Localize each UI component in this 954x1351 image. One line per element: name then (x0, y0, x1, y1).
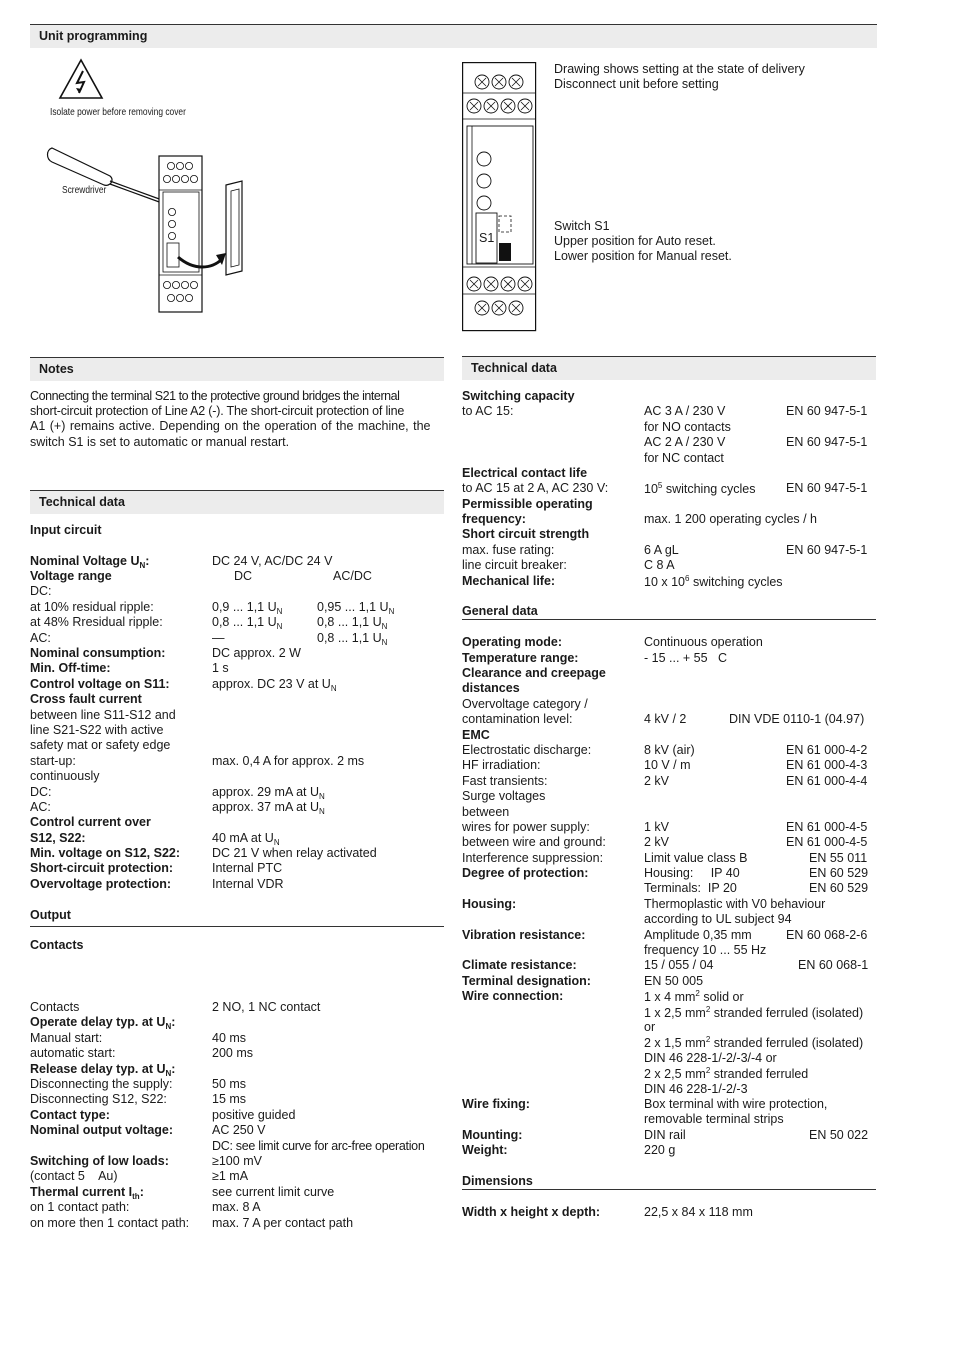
subscript-n: N (330, 684, 337, 693)
dc-current-value (212, 785, 325, 801)
esd-value: 8 kV (air) (644, 743, 695, 757)
to-ac15-label: to AC 15: (462, 404, 514, 418)
unit-programming-header (30, 24, 877, 48)
mounting-standard: EN 50 022 (809, 1128, 869, 1142)
surge-label-1: Surge voltages (462, 789, 546, 803)
wc4-text: 2 x 1,5 mm (644, 1036, 706, 1050)
wire-connection-line-6 (644, 1066, 808, 1081)
terminals-ip-standard: EN 60 529 (809, 881, 869, 895)
mechanical-life-label: Mechanical life: (462, 574, 556, 588)
control-voltage-value (212, 677, 337, 693)
mechanical-life-base: 10 x 10 (644, 575, 686, 589)
low-loads-value: ≥100 mV (212, 1154, 262, 1168)
release-delay-label (30, 1062, 175, 1078)
wc1-text: 1 x 4 mm (644, 990, 696, 1004)
device-switch-s1-drawing (462, 62, 538, 334)
voltage-range-label: Voltage range (30, 569, 112, 583)
housing-ip-value: Housing: IP 40 (644, 866, 740, 880)
disconnecting-supply-value: 50 ms (212, 1077, 247, 1091)
delivery-note-line1: Drawing shows setting at the state of delivery (554, 62, 805, 76)
vibration-value-2: frequency 10 ... 55 Hz (644, 943, 767, 957)
climate-value: 15 / 055 / 04 (644, 958, 714, 972)
colon: : (139, 1185, 144, 1199)
dc-current-label: DC: (30, 785, 52, 799)
ripple48-label: at 48% Rresidual ripple: (30, 615, 163, 629)
col-dc-header: DC (234, 569, 253, 583)
mounting-label: Mounting: (462, 1128, 523, 1142)
ac-acdc-text: 0,8 ... 1,1 U (317, 631, 382, 645)
wc2-text: 1 x 2,5 mm (644, 1006, 706, 1020)
notes-line-3: A1 (+) remains active. Depending on the operation of the machine, the (30, 419, 431, 433)
colon: : (171, 1062, 176, 1076)
wc6-text: 2 x 2,5 mm (644, 1067, 706, 1081)
wire-connection-line-5: DIN 46 228-1/-2/-3/-4 or (644, 1051, 777, 1065)
permissible-frequency-label-1: Permissible operating (462, 497, 593, 511)
contact-type-value: positive guided (212, 1108, 296, 1122)
wire-fixing-label: Wire fixing: (462, 1097, 530, 1111)
control-current-label: Control current over (30, 815, 151, 829)
contacts-title: Contacts (30, 938, 84, 952)
superscript: 2 (695, 989, 700, 998)
degree-protection-label: Degree of protection: (462, 866, 589, 880)
ripple48-dc-text: 0,8 ... 1,1 U (212, 615, 277, 629)
short-circuit-label: Short-circuit protection: (30, 861, 174, 875)
manual-start-label: Manual start: (30, 1031, 103, 1045)
operate-delay-text: Operate delay typ. at U (30, 1015, 166, 1029)
superscript: 2 (705, 1035, 711, 1044)
output-divider (30, 926, 444, 927)
cross-fault-line-2: line S21-S22 with active (30, 723, 164, 737)
s12-s22-text: 40 mA at U (212, 831, 274, 845)
startup-label: start-up: (30, 754, 76, 768)
left-technical-data-title: Technical data (39, 495, 125, 509)
s12-s22-label: S12, S22: (30, 831, 86, 845)
continuously-label: continuously (30, 769, 100, 783)
automatic-start-value: 200 ms (212, 1046, 253, 1060)
wire-ground-value: 2 kV (644, 835, 670, 849)
wire-fixing-value-2: removable terminal strips (644, 1112, 784, 1126)
wire-connection-line-4 (644, 1035, 863, 1050)
subscript-n: N (165, 1022, 172, 1031)
overvoltage-category-standard: DIN VDE 0110-1 (04.97) (729, 712, 865, 726)
terminal-designation-label: Terminal designation: (462, 974, 591, 988)
subscript-n: N (381, 638, 388, 647)
subscript-n: N (276, 622, 283, 631)
ac2-standard: EN 60 947-5-1 (786, 435, 868, 449)
nominal-voltage-value: DC 24 V, AC/DC 24 V (212, 554, 333, 568)
dc-label: DC: (30, 584, 52, 598)
screwdriver-device-drawing (44, 145, 254, 317)
left-technical-data-header (30, 490, 444, 514)
clearance-label-2: distances (462, 681, 520, 695)
subscript-n: N (319, 792, 325, 801)
wc6-rest: stranded ferruled (710, 1067, 809, 1081)
min-off-time-value: 1 s (212, 661, 229, 675)
upper-position-note: Upper position for Auto reset. (554, 234, 716, 248)
dimensions-divider (462, 1189, 876, 1190)
wire-ground-standard: EN 61 000-4-5 (786, 835, 868, 849)
max-fuse-standard: EN 60 947-5-1 (786, 543, 868, 557)
ac-label: AC: (30, 631, 51, 645)
wire-connection-line-1 (644, 989, 744, 1004)
wire-ground-label: between wire and ground: (462, 835, 606, 849)
min-off-time-label: Min. Off-time: (30, 661, 111, 675)
operate-delay-label (30, 1015, 175, 1031)
cross-fault-line-3: safety mat or safety edge (30, 738, 171, 752)
temperature-range-label: Temperature range: (462, 651, 579, 665)
wire-connection-label: Wire connection: (462, 989, 564, 1003)
startup-value: max. 0,4 A for approx. 2 ms (212, 754, 365, 768)
clearance-label-1: Clearance and creepage (462, 666, 606, 680)
ripple48-acdc-text: 0,8 ... 1,1 U (317, 615, 382, 629)
operating-mode-value: Continuous operation (644, 635, 763, 649)
ac3-standard: EN 60 947-5-1 (786, 404, 868, 418)
vibration-value-1: Amplitude 0,35 mm (644, 928, 752, 942)
notes-line-2: short-circuit protection of Line A2 (-). The short-circuit protection of line (30, 404, 405, 418)
electrical-life-base: 10 (644, 482, 658, 496)
colon: : (171, 1015, 176, 1029)
terminals-ip-value: Terminals: IP 20 (644, 881, 737, 895)
nominal-consumption-label: Nominal consumption: (30, 646, 166, 660)
temperature-range-value: - 15 ... + 55 C (644, 651, 728, 665)
lower-position-note: Lower position for Manual reset. (554, 249, 732, 263)
operating-mode-label: Operating mode: (462, 635, 563, 649)
delivery-note-line2: Disconnect unit before setting (554, 77, 719, 91)
ripple48-dc (212, 615, 282, 631)
fast-transients-standard: EN 61 000-4-4 (786, 774, 868, 788)
general-data-title: General data (462, 604, 538, 618)
control-voltage-label: Control voltage on S11: (30, 677, 170, 691)
one-contact-value: max. 8 A (212, 1200, 261, 1214)
ac-dc-value: — (212, 631, 225, 645)
notes-title: Notes (39, 362, 74, 376)
wc2-rest: stranded ferruled (isolated) (710, 1006, 864, 1020)
screwdriver-caption: Screwdriver (62, 184, 107, 196)
emc-label: EMC (462, 728, 490, 742)
unit-programming-title: Unit programming (39, 29, 148, 43)
disconnecting-supply-label: Disconnecting the supply: (30, 1077, 173, 1091)
wires-supply-value: 1 kV (644, 820, 670, 834)
nominal-voltage-label (30, 554, 149, 570)
electrical-life-value (644, 481, 755, 496)
overvoltage-category-label-2: contamination level: (462, 712, 573, 726)
max-fuse-value: 6 A gL (644, 543, 679, 557)
permissible-frequency-label-2: frequency: (462, 512, 526, 526)
colon: : (145, 554, 150, 568)
contacts-label: Contacts (30, 1000, 80, 1014)
fast-transients-value: 2 kV (644, 774, 670, 788)
isolate-power-caption: Isolate power before removing cover (50, 106, 186, 118)
short-circuit-strength-label: Short circuit strength (462, 527, 590, 541)
wire-fixing-value-1: Box terminal with wire protection, (644, 1097, 828, 1111)
subscript-n: N (165, 1069, 172, 1078)
subscript-n: N (273, 838, 280, 847)
general-data-divider (462, 619, 876, 620)
notes-line-1: Connecting the terminal S21 to the protective ground bridges the internal (30, 389, 400, 403)
nominal-voltage-text: Nominal Voltage U (30, 554, 140, 568)
ripple10-label: at 10% residual ripple: (30, 600, 154, 614)
esd-label: Electrostatic discharge: (462, 743, 592, 757)
electrical-life-condition: to AC 15 at 2 A, AC 230 V: (462, 481, 609, 495)
min-voltage-value: DC 21 V when relay activated (212, 846, 377, 860)
subscript-n: N (319, 807, 325, 816)
hf-standard: EN 61 000-4-3 (786, 758, 868, 772)
max-fuse-label: max. fuse rating: (462, 543, 555, 557)
output-title: Output (30, 908, 71, 922)
cross-fault-label: Cross fault current (30, 692, 142, 706)
nominal-consumption-value: DC approx. 2 W (212, 646, 301, 660)
right-technical-data-title: Technical data (471, 361, 557, 375)
terminal-designation-value: EN 50 005 (644, 974, 704, 988)
release-delay-text: Release delay typ. at U (30, 1062, 166, 1076)
for-no-contacts: for NO contacts (644, 420, 731, 434)
ac-acdc-value (317, 631, 387, 647)
notes-header (30, 357, 444, 381)
housing-label: Housing: (462, 897, 517, 911)
wires-supply-label: wires for power supply: (462, 820, 590, 834)
weight-value: 220 g (644, 1143, 676, 1157)
mechanical-life-value (644, 574, 783, 589)
nominal-output-value: AC 250 V (212, 1123, 266, 1137)
superscript: 2 (705, 1005, 711, 1014)
mechanical-life-rest: switching cycles (689, 575, 783, 589)
subscript-th: th (132, 1192, 140, 1201)
housing-value-1: Thermoplastic with V0 behaviour (644, 897, 826, 911)
ripple48-acdc (317, 615, 387, 631)
subscript-n: N (381, 622, 388, 631)
wire-connection-line-3: or (644, 1020, 656, 1034)
wire-connection-line-7: DIN 46 228-1/-2/-3 (644, 1082, 748, 1096)
overvoltage-label: Overvoltage protection: (30, 877, 171, 891)
housing-value-2: according to UL subject 94 (644, 912, 792, 926)
ripple10-acdc (317, 600, 394, 616)
wc4-rest: stranded ferruled (isolated) (710, 1036, 864, 1050)
disconnecting-s12-value: 15 ms (212, 1092, 247, 1106)
ac3-value: AC 3 A / 230 V (644, 404, 726, 418)
nominal-output-label: Nominal output voltage: (30, 1123, 174, 1137)
vibration-label: Vibration resistance: (462, 928, 586, 942)
control-voltage-text: approx. DC 23 V at U (212, 677, 331, 691)
ripple10-dc (212, 600, 282, 616)
more-contact-label: on more then 1 contact path: (30, 1216, 190, 1230)
disconnecting-s12-label: Disconnecting S12, S22: (30, 1092, 167, 1106)
input-circuit-title: Input circuit (30, 523, 102, 537)
line-breaker-value: C 8 A (644, 558, 675, 572)
s12-s22-value (212, 831, 280, 847)
contact-type-label: Contact type: (30, 1108, 110, 1122)
min-voltage-label: Min. voltage on S12, S22: (30, 846, 181, 860)
weight-label: Weight: (462, 1143, 508, 1157)
fast-transients-label: Fast transients: (462, 774, 548, 788)
right-technical-data-header (462, 356, 876, 380)
esd-standard: EN 61 000-4-2 (786, 743, 868, 757)
superscript: 6 (685, 574, 690, 583)
whd-value: 22,5 x 84 x 118 mm (644, 1205, 753, 1219)
s1-switch-label: S1 (479, 231, 495, 245)
switching-capacity-label: Switching capacity (462, 389, 575, 403)
housing-ip-standard: EN 60 529 (809, 866, 869, 880)
overvoltage-value: Internal VDR (212, 877, 284, 891)
low-loads-label: Switching of low loads: (30, 1154, 169, 1168)
thermal-current-text: Thermal current I (30, 1185, 133, 1199)
electrical-life-rest: switching cycles (662, 482, 756, 496)
line-breaker-label: line circuit breaker: (462, 558, 567, 572)
electrical-life-label: Electrical contact life (462, 466, 588, 480)
dc-current-text: approx. 29 mA at U (212, 785, 320, 799)
contact5-label: (contact 5 Au) (30, 1169, 118, 1183)
interference-value: Limit value class B (644, 851, 748, 865)
short-circuit-value: Internal PTC (212, 861, 283, 875)
subscript-n: N (276, 607, 283, 616)
subscript-n: N (139, 561, 146, 570)
col-acdc-header: AC/DC (333, 569, 372, 583)
switch-s1-title: Switch S1 (554, 219, 610, 233)
ripple10-dc-text: 0,9 ... 1,1 U (212, 600, 277, 614)
wires-supply-standard: EN 61 000-4-5 (786, 820, 868, 834)
ac2-value: AC 2 A / 230 V (644, 435, 726, 449)
climate-standard: EN 60 068-1 (798, 958, 869, 972)
wire-connection-line-2 (644, 1005, 863, 1020)
notes-line-4: switch S1 is set to automatic or manual restart. (30, 435, 290, 449)
superscript: 5 (657, 481, 663, 490)
cross-fault-line-1: between line S11-S12 and (30, 708, 176, 722)
subscript-n: N (388, 607, 395, 616)
electrical-life-standard: EN 60 947-5-1 (786, 481, 868, 495)
for-nc-contact: for NC contact (644, 451, 724, 465)
ac-current-label: AC: (30, 800, 51, 814)
dimensions-title: Dimensions (462, 1174, 533, 1188)
whd-label: Width x height x depth: (462, 1205, 601, 1219)
overvoltage-category-value: 4 kV / 2 (644, 712, 687, 726)
vibration-standard: EN 60 068-2-6 (786, 928, 868, 942)
one-contact-label: on 1 contact path: (30, 1200, 130, 1214)
more-contact-value: max. 7 A per contact path (212, 1216, 354, 1230)
thermal-current-value: see current limit curve (212, 1185, 335, 1199)
thermal-current-label (30, 1185, 144, 1201)
climate-label: Climate resistance: (462, 958, 577, 972)
contact5-value: ≥1 mA (212, 1169, 249, 1183)
automatic-start-label: automatic start: (30, 1046, 116, 1060)
ripple10-acdc-text: 0,95 ... 1,1 U (317, 600, 389, 614)
superscript: 2 (705, 1066, 711, 1075)
overvoltage-category-label-1: Overvoltage category / (462, 697, 588, 711)
hf-value: 10 V / m (644, 758, 691, 772)
interference-standard: EN 55 011 (809, 851, 868, 865)
nominal-output-value-dc: DC: see limit curve for arc-free operation (212, 1139, 425, 1153)
permissible-frequency-value: max. 1 200 operating cycles / h (644, 512, 818, 526)
mounting-value: DIN rail (644, 1128, 686, 1142)
surge-label-2: between (462, 805, 510, 819)
ac-current-text: approx. 37 mA at U (212, 800, 320, 814)
contacts-value: 2 NO, 1 NC contact (212, 1000, 321, 1014)
ac-current-value (212, 800, 325, 816)
hf-label: HF irradiation: (462, 758, 541, 772)
high-voltage-warning-icon (58, 58, 104, 100)
wc1-rest: solid or (699, 990, 744, 1004)
interference-label: Interference suppression: (462, 851, 604, 865)
manual-start-value: 40 ms (212, 1031, 247, 1045)
